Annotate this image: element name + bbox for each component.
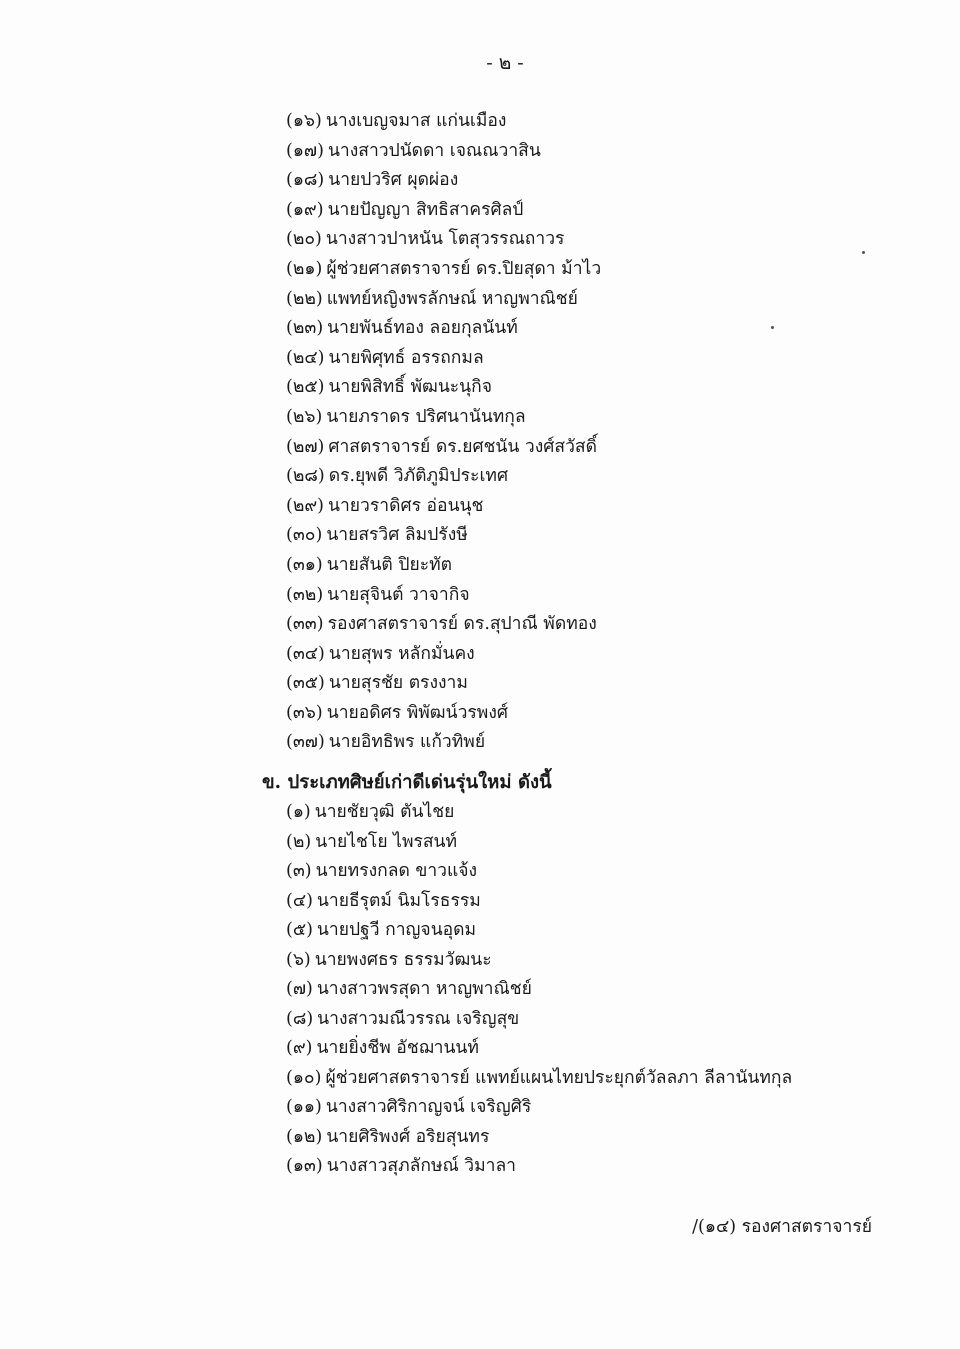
list-item <box>286 1123 792 1153</box>
item-name: นายปัญญา สิทธิสาครศิลป์ <box>327 199 524 220</box>
item-number: (๙) <box>286 1038 313 1058</box>
item-name: ผู้ช่วยศาสตราจารย์ แพทย์แผนไทยประยุกต์วัลลภา ลีลานันทกุล <box>325 1067 793 1088</box>
item-number: (๒๐) <box>286 229 322 250</box>
item-number: (๒) <box>286 831 312 852</box>
list-item <box>286 433 601 463</box>
item-name: นายยิ่งชีพ อัชฌานนท์ <box>316 1038 479 1058</box>
item-name: นายไชโย ไพรสนท์ <box>315 831 458 852</box>
section-b-heading: ข. ประเภทศิษย์เก่าดีเด่นรุ่นใหม่ ดังนี้ <box>262 772 552 793</box>
item-name: นายอิทธิพร แก้วทิพย์ <box>328 732 486 753</box>
item-name: นางเบญจมาส แก่นเมือง <box>325 111 507 131</box>
item-name: นายปวริศ ผุดผ่อง <box>328 170 459 191</box>
item-number: (๓๔) <box>286 643 325 664</box>
item-number: (๘) <box>286 1008 314 1029</box>
item-number: (๒๑) <box>286 258 323 279</box>
item-name: นายสรวิศ ลิมปรังษี <box>326 525 468 546</box>
item-name: นางสาวศิริกาญจน์ เจริญศิริ <box>325 1097 532 1117</box>
item-name: นายอดิศร พิพัฒน์วรพงศ์ <box>326 702 508 723</box>
item-number: (๒๓) <box>286 318 324 339</box>
item-name: นายชัยวุฒิ ตันไชย <box>314 802 455 822</box>
item-number: (๑๖) <box>286 111 322 131</box>
item-number: (๓๑) <box>286 554 323 575</box>
item-name: แพทย์หญิงพรลักษณ์ หาญพาณิชย์ <box>326 288 578 309</box>
item-name: นางสาวพรสุดา หาญพาณิชย์ <box>316 979 532 999</box>
item-number: (๒๕) <box>286 377 325 398</box>
list-item <box>286 196 601 226</box>
list-item <box>286 403 601 433</box>
list-item <box>286 581 601 611</box>
item-number: (๒๒) <box>286 288 323 309</box>
item-number: (๓) <box>286 861 312 881</box>
list-item <box>286 916 792 946</box>
item-number: (๗) <box>286 979 313 999</box>
list-item <box>286 1064 792 1094</box>
item-name: นายสุรชัย ตรงงาม <box>328 673 468 694</box>
item-number: (๑๒) <box>286 1126 323 1147</box>
item-name: นางสาวมณีวรรณ เจริญสุข <box>317 1008 520 1029</box>
item-name: รองศาสตราจารย์ ดร.สุปาณี พัดทอง <box>327 614 597 635</box>
list-item <box>286 492 601 522</box>
list-item <box>286 975 792 1005</box>
item-number: (๓๒) <box>286 584 324 605</box>
item-number: (๑) <box>286 802 311 822</box>
page-number: - ๒ - <box>486 52 524 74</box>
continuation-note: /(๑๔) รองศาสตราจารย์ <box>692 1217 872 1237</box>
item-name: นายปฐวี กาญจนอุดม <box>316 920 477 940</box>
list-item <box>286 166 601 196</box>
item-number: (๒๘) <box>286 466 325 487</box>
list-item <box>286 285 601 315</box>
item-number: (๓๐) <box>286 525 323 546</box>
list-item <box>286 1093 792 1123</box>
list-item <box>286 640 601 670</box>
list-item <box>286 314 601 344</box>
list-item <box>286 857 792 887</box>
list-item <box>286 462 601 492</box>
item-name: ดร.ยุพดี วิภัติภูมิประเทศ <box>328 466 509 487</box>
list-item <box>286 107 601 137</box>
item-number: (๑๗) <box>286 140 324 161</box>
item-number: (๒๖) <box>286 406 323 427</box>
list-item <box>286 255 601 285</box>
item-number: (๓๕) <box>286 673 325 694</box>
item-name: นายสุพร หลักมั่นคง <box>328 643 475 664</box>
list-item <box>286 728 601 758</box>
item-name: นายวราดิศร อ่อนนุช <box>328 495 484 516</box>
list-item <box>286 699 601 729</box>
item-name: นายสันติ ปิยะทัต <box>326 554 453 575</box>
list-item <box>286 1034 792 1064</box>
item-name: ศาสตราจารย์ ดร.ยศชนัน วงศ์สวัสดิ์ <box>328 436 597 457</box>
list-item <box>286 344 601 374</box>
item-name: นางสาวปนัดดา เจณณวาสิน <box>327 140 541 161</box>
item-number: (๑๐) <box>286 1067 322 1088</box>
honoree-list-b <box>286 798 792 1182</box>
item-name: นายภราดร ปริศนานันทกุล <box>326 406 526 427</box>
item-number: (๒๔) <box>286 347 325 368</box>
item-number: (๕) <box>286 920 313 940</box>
item-name: นายทรงกลด ขาวแจ้ง <box>315 861 478 881</box>
item-number: (๑๑) <box>286 1097 322 1117</box>
item-name: นายศิริพงศ์ อริยสุนทร <box>326 1126 490 1147</box>
item-number: (๑๙) <box>286 199 324 220</box>
list-item <box>286 946 792 976</box>
item-number: (๒๙) <box>286 495 325 516</box>
item-number: (๖) <box>286 949 311 970</box>
item-number: (๔) <box>286 890 313 911</box>
item-name: นายพงศธร ธรรมวัฒนะ <box>314 949 492 970</box>
item-name: นายพันธ์ทอง ลอยกุลนันท์ <box>327 318 518 339</box>
item-name: ผู้ช่วยศาสตราจารย์ ดร.ปิยสุดา ม้าไว <box>326 258 602 279</box>
item-name: นายพิสิทธิ์ พัฒนะนุกิจ <box>328 377 492 398</box>
list-item <box>286 137 601 167</box>
scan-speck <box>771 326 774 329</box>
list-item <box>286 1005 792 1035</box>
scan-speck <box>862 251 865 254</box>
list-item <box>286 551 601 581</box>
list-item <box>286 225 601 255</box>
list-item <box>286 373 601 403</box>
item-number: (๓๗) <box>286 732 325 753</box>
item-name: นายพิศุทธ์ อรรถกมล <box>328 347 484 368</box>
item-number: (๓๖) <box>286 702 323 723</box>
list-item <box>286 798 792 828</box>
list-item <box>286 1152 792 1182</box>
item-number: (๒๗) <box>286 436 325 457</box>
honoree-list-a <box>286 107 601 758</box>
list-item <box>286 828 792 858</box>
item-number: (๓๓) <box>286 614 324 635</box>
item-number: (๑๓) <box>286 1156 323 1176</box>
list-item <box>286 887 792 917</box>
item-number: (๑๘) <box>286 170 325 191</box>
list-item <box>286 521 601 551</box>
item-name: นางสาวสุภลักษณ์ วิมาลา <box>326 1156 517 1176</box>
item-name: นายสุจินต์ วาจากิจ <box>327 584 470 605</box>
list-item <box>286 669 601 699</box>
list-item <box>286 610 601 640</box>
item-name: นายธีรุตม์ นิมโรธรรม <box>316 890 481 911</box>
item-name: นางสาวปาหนัน โตสุวรรณถาวร <box>325 229 565 250</box>
